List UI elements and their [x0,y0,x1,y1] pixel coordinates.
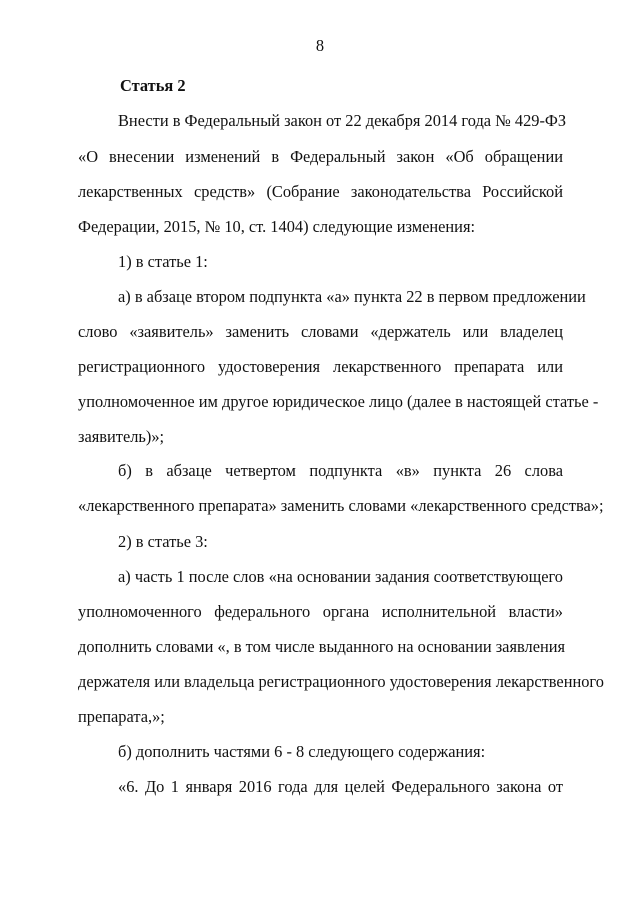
page-number: 8 [315,36,325,55]
paragraph-line: а) часть 1 после слов «на основании задания соответствующего [118,567,563,586]
paragraph-line: «О внесении изменений в Федеральный закон «Об обращении [78,147,563,166]
paragraph-line: слово «заявитель» заменить словами «держатель или владелец [78,322,563,341]
paragraph-line: а) в абзаце втором подпункта «а» пункта 22 в первом предложении [118,287,586,306]
paragraph-line: 2) в статье 3: [118,532,208,551]
paragraph-line: 1) в статье 1: [118,252,208,271]
paragraph-line: препарата,»; [78,707,165,726]
paragraph-line: уполномоченное им другое юридическое лицо (далее в настоящей статье - [78,392,599,411]
paragraph-line: «лекарственного препарата» заменить словами «лекарственного средства»; [78,496,604,515]
paragraph-line: б) дополнить частями 6 - 8 следующего содержания: [118,742,486,761]
paragraph-line: Внести в Федеральный закон от 22 декабря 2014 года № 429-ФЗ [118,111,567,130]
paragraph-line: заявитель)»; [78,427,165,446]
paragraph-line: уполномоченного федерального органа исполнительной власти» [78,602,563,621]
paragraph-line: лекарственных средств» (Собрание законодательства Российской [78,182,563,201]
paragraph-line: дополнить словами «, в том числе выданного на основании заявления [78,637,566,656]
article-heading: Статья 2 [120,76,186,95]
paragraph-line: Федерации, 2015, № 10, ст. 1404) следующие изменения: [78,217,476,236]
paragraph-line: б) в абзаце четвертом подпункта «в» пункта 26 слова [118,461,563,480]
paragraph-line: держателя или владельца регистрационного удостоверения лекарственного [78,672,604,691]
paragraph-line: регистрационного удостоверения лекарственного препарата или [78,357,563,376]
paragraph-line: «6. До 1 января 2016 года для целей Федерального закона от [118,777,563,796]
